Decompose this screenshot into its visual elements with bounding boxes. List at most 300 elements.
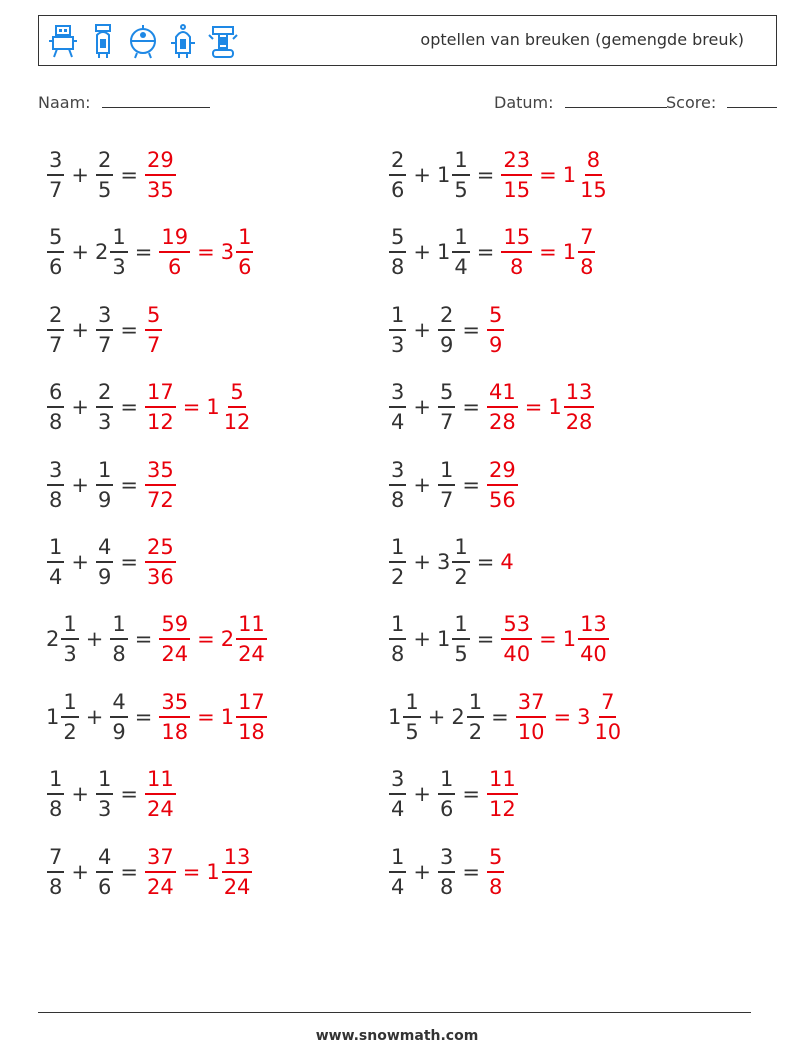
plus-sign: +	[413, 240, 431, 265]
mixed-answer-denominator: 24	[223, 874, 251, 899]
addend-2-denominator: 4	[454, 255, 468, 280]
addend-1-denominator: 8	[391, 255, 405, 280]
addend-2-numerator: 4	[110, 688, 127, 718]
robot-icons	[47, 22, 239, 62]
addend-2-whole: 1	[436, 163, 451, 187]
problem-item	[388, 372, 595, 442]
addend-2-denominator: 3	[97, 410, 112, 435]
answer-fraction	[159, 688, 190, 746]
answer-denominator: 6	[168, 255, 182, 280]
addend-2-numerator: 2	[438, 301, 455, 331]
mixed-answer-denominator: 40	[580, 642, 607, 667]
answer-fraction	[145, 378, 176, 436]
addend-1-numerator: 2	[47, 301, 64, 331]
addend-1-fraction	[389, 533, 406, 591]
plus-sign: +	[71, 240, 89, 265]
addend-2-denominator: 3	[97, 797, 112, 822]
mixed-answer-denominator: 6	[238, 255, 252, 280]
addend-2-numerator: 1	[110, 610, 127, 640]
answer	[158, 223, 254, 281]
answer-whole: 4	[500, 550, 514, 574]
addend-1-numerator: 1	[47, 533, 64, 563]
answer-fraction	[501, 610, 532, 668]
answer	[486, 843, 505, 901]
equals-sign: =	[476, 163, 495, 187]
answer-fraction	[487, 765, 518, 823]
answer-denominator: 36	[146, 565, 174, 589]
addend-2-whole: 3	[436, 550, 451, 574]
addend-1-fraction	[47, 765, 64, 823]
addend-1-numerator: 1	[61, 610, 78, 640]
problem-item	[46, 140, 177, 210]
answer	[158, 688, 267, 746]
answer	[500, 146, 609, 204]
answer-numerator: 15	[501, 223, 532, 253]
answer-numerator: 35	[159, 688, 190, 718]
addend-1-denominator: 3	[391, 332, 405, 357]
equals-sign: =	[476, 550, 495, 574]
answer-denominator: 28	[488, 410, 516, 435]
addend-2-numerator: 1	[438, 765, 455, 795]
addend-1-fraction	[47, 843, 64, 901]
addend-2-denominator: 7	[439, 410, 454, 435]
robot-5-icon	[207, 23, 239, 61]
answer-denominator: 12	[488, 797, 516, 822]
problem-item	[46, 372, 253, 442]
addend-1-fraction	[389, 378, 406, 436]
addend-2-denominator: 5	[454, 642, 468, 667]
equals-sign: =	[120, 550, 138, 574]
addend-1-denominator: 4	[391, 874, 405, 899]
answer-fraction	[487, 301, 504, 359]
answer-fraction	[487, 378, 518, 436]
addend-2-numerator: 1	[452, 533, 469, 563]
addend-2-numerator: 1	[96, 456, 113, 486]
addend-1-numerator: 1	[403, 688, 420, 718]
problem-item	[46, 527, 177, 597]
answer-fraction	[487, 456, 518, 514]
problem-item	[388, 604, 610, 674]
footer-divider	[38, 1012, 751, 1013]
mixed-answer-denominator: 12	[223, 410, 251, 435]
answer	[144, 146, 177, 204]
plus-sign: +	[85, 627, 104, 652]
answer	[144, 301, 163, 359]
answer	[158, 610, 267, 668]
answer-denominator: 56	[488, 487, 516, 512]
plus-sign: +	[413, 163, 431, 187]
equals-sign: =	[462, 317, 480, 342]
answer	[144, 765, 177, 823]
mixed-answer-numerator: 8	[585, 146, 602, 176]
mixed-answer-denominator: 24	[238, 642, 265, 667]
plus-sign: +	[71, 395, 89, 420]
answer-numerator: 53	[501, 610, 532, 640]
answer-denominator: 24	[146, 874, 174, 899]
answer-denominator: 24	[161, 642, 189, 667]
plus-sign: +	[71, 472, 89, 497]
answer	[500, 550, 513, 574]
plus-sign: +	[413, 859, 431, 884]
addend-1-fraction	[389, 843, 406, 901]
plus-sign: +	[71, 163, 89, 187]
answer-numerator: 35	[145, 456, 176, 486]
mixed-answer-whole: 1	[562, 240, 577, 265]
addend-1-numerator: 1	[389, 533, 406, 563]
problem-item	[46, 759, 177, 829]
addend-1-denominator: 4	[49, 565, 63, 589]
mixed-answer-fraction	[236, 223, 253, 281]
answer-denominator: 8	[488, 874, 503, 899]
answer-fraction	[516, 688, 547, 746]
answer-denominator: 18	[161, 719, 189, 744]
name-label: Naam:	[38, 93, 91, 112]
mixed-answer-fraction	[592, 688, 623, 746]
mixed-answer-denominator: 15	[580, 178, 607, 202]
addend-2-fraction	[96, 146, 113, 204]
robot-4-icon	[167, 23, 199, 61]
mixed-answer-numerator: 13	[564, 378, 595, 408]
addend-2-fraction	[110, 223, 127, 281]
mixed-answer-numerator: 11	[236, 610, 267, 640]
addend-2-denominator: 5	[97, 178, 112, 202]
answer-equals-sign: =	[539, 163, 557, 187]
mixed-answer-whole: 1	[562, 627, 577, 652]
addend-1-denominator: 5	[405, 719, 419, 744]
answer-fraction	[487, 843, 504, 901]
date-label: Datum:	[494, 93, 554, 112]
addend-2-whole: 1	[436, 627, 451, 652]
answer-numerator: 11	[145, 765, 176, 795]
addend-1-numerator: 3	[389, 765, 406, 795]
answer-fraction	[145, 301, 162, 359]
answer	[486, 765, 519, 823]
answer-equals-sign: =	[553, 704, 572, 729]
score-label: Score:	[666, 93, 717, 112]
addend-2-numerator: 1	[438, 456, 455, 486]
date-line	[565, 93, 667, 108]
answer-denominator: 72	[146, 487, 174, 512]
addend-1-numerator: 1	[61, 688, 78, 718]
addend-1-numerator: 6	[47, 378, 64, 408]
answer-numerator: 19	[159, 223, 190, 253]
plus-sign: +	[427, 704, 446, 729]
answer-fraction	[145, 146, 176, 204]
mixed-answer-fraction	[236, 688, 267, 746]
addend-2-numerator: 1	[452, 146, 469, 176]
problem-item	[46, 604, 268, 674]
equals-sign: =	[462, 395, 480, 420]
answer	[500, 223, 596, 281]
addend-2-denominator: 2	[454, 565, 468, 589]
answer-denominator: 12	[146, 410, 174, 435]
mixed-answer-whole: 1	[206, 859, 220, 884]
answer	[144, 533, 177, 591]
answer-fraction	[501, 223, 532, 281]
answer-fraction	[159, 223, 190, 281]
answer-fraction	[501, 146, 532, 204]
addend-1-fraction	[47, 456, 64, 514]
addend-1-denominator: 8	[49, 874, 63, 899]
answer-numerator: 37	[516, 688, 547, 718]
addend-2-numerator: 2	[96, 146, 113, 176]
name-field	[38, 93, 210, 112]
answer	[486, 378, 595, 436]
mixed-answer-whole: 2	[220, 627, 235, 652]
robot-1-icon	[47, 23, 79, 61]
addend-2-fraction	[96, 533, 113, 591]
addend-2-numerator: 4	[96, 843, 113, 873]
addend-2-denominator: 6	[439, 797, 454, 822]
addend-1-denominator: 8	[49, 797, 63, 822]
addend-2-fraction	[467, 688, 484, 746]
answer-equals-sign: =	[197, 240, 215, 265]
addend-1-fraction	[47, 146, 64, 204]
problem-item	[388, 759, 519, 829]
addend-2-numerator: 1	[452, 610, 469, 640]
mixed-answer-fraction	[564, 378, 595, 436]
addend-1-fraction	[47, 378, 64, 436]
plus-sign: +	[413, 782, 431, 807]
problem-item	[388, 837, 505, 907]
addend-2-denominator: 9	[97, 487, 112, 512]
answer-denominator: 40	[503, 642, 531, 667]
answer	[486, 456, 519, 514]
addend-1-denominator: 2	[391, 565, 405, 589]
addend-2-fraction	[452, 533, 469, 591]
addend-2-fraction	[438, 843, 455, 901]
addend-2-fraction	[452, 610, 469, 668]
worksheet-title: optellen van breuken (gemengde breuk)	[420, 30, 744, 49]
mixed-answer-whole: 1	[548, 395, 562, 420]
robot-2-icon	[87, 23, 119, 61]
addend-1-fraction	[61, 688, 78, 746]
addend-1-numerator: 3	[389, 456, 406, 486]
addend-1-denominator: 3	[63, 642, 77, 667]
addend-2-numerator: 5	[438, 378, 455, 408]
addend-2-whole: 1	[436, 240, 451, 265]
plus-sign: +	[71, 782, 89, 807]
mixed-answer-denominator: 10	[594, 719, 622, 744]
mixed-answer-whole: 1	[220, 704, 235, 729]
addend-2-fraction	[438, 378, 455, 436]
plus-sign: +	[71, 859, 89, 884]
addend-2-fraction	[96, 301, 113, 359]
addend-2-fraction	[438, 456, 455, 514]
answer	[144, 456, 177, 514]
addend-1-denominator: 4	[391, 410, 405, 435]
addend-1-numerator: 1	[47, 765, 64, 795]
problem-item	[388, 450, 519, 520]
addend-1-denominator: 2	[63, 719, 77, 744]
addend-2-fraction	[96, 456, 113, 514]
addend-1-fraction	[403, 688, 420, 746]
answer-denominator: 10	[517, 719, 545, 744]
answer	[144, 378, 253, 436]
addend-1-numerator: 1	[389, 301, 406, 331]
addend-1-fraction	[389, 223, 406, 281]
mixed-answer-whole: 1	[562, 163, 577, 187]
addend-2-fraction	[452, 223, 469, 281]
addend-1-fraction	[61, 610, 78, 668]
answer-fraction	[145, 843, 176, 901]
answer	[144, 843, 253, 901]
mixed-answer-fraction	[222, 378, 253, 436]
addend-1-whole: 1	[46, 704, 60, 729]
answer-numerator: 5	[487, 301, 504, 331]
addend-1-fraction	[47, 223, 64, 281]
addend-1-denominator: 8	[49, 410, 63, 435]
addend-1-denominator: 7	[49, 178, 63, 202]
answer-numerator: 25	[145, 533, 176, 563]
answer-fraction	[145, 765, 176, 823]
addend-2-numerator: 4	[96, 533, 113, 563]
mixed-answer-whole: 1	[206, 395, 220, 420]
robot-3-icon	[127, 23, 159, 61]
addend-1-numerator: 3	[47, 146, 64, 176]
answer-numerator: 29	[145, 146, 176, 176]
addend-1-numerator: 7	[47, 843, 64, 873]
answer-equals-sign: =	[539, 240, 557, 265]
addend-1-numerator: 5	[389, 223, 406, 253]
equals-sign: =	[120, 859, 138, 884]
addend-1-whole: 1	[388, 704, 402, 729]
answer-numerator: 17	[145, 378, 176, 408]
equals-sign: =	[476, 627, 495, 652]
equals-sign: =	[120, 395, 138, 420]
answer-denominator: 7	[146, 332, 161, 357]
equals-sign: =	[134, 627, 153, 652]
plus-sign: +	[413, 395, 431, 420]
addend-2-fraction	[438, 765, 455, 823]
problem-item	[388, 217, 596, 287]
answer	[486, 301, 505, 359]
answer-equals-sign: =	[197, 627, 215, 652]
addend-2-numerator: 1	[96, 765, 113, 795]
answer-fraction	[145, 456, 176, 514]
problem-item	[46, 217, 254, 287]
equals-sign: =	[476, 240, 495, 265]
equals-sign: =	[491, 704, 509, 729]
answer-numerator: 29	[487, 456, 518, 486]
addend-2-denominator: 2	[468, 719, 483, 744]
addend-2-fraction	[96, 765, 113, 823]
addend-1-denominator: 8	[391, 487, 405, 512]
addend-2-whole: 2	[451, 704, 465, 729]
addend-2-numerator: 1	[110, 223, 127, 253]
addend-1-fraction	[47, 301, 64, 359]
addend-2-denominator: 9	[112, 719, 126, 744]
addend-2-numerator: 2	[96, 378, 113, 408]
answer-equals-sign: =	[182, 395, 201, 420]
score-line	[727, 93, 777, 108]
answer-numerator: 37	[145, 843, 176, 873]
addend-1-fraction	[389, 146, 406, 204]
addend-2-fraction	[452, 146, 469, 204]
answer-denominator: 9	[488, 332, 503, 357]
addend-2-numerator: 3	[438, 843, 455, 873]
answer-numerator: 59	[159, 610, 190, 640]
addend-1-fraction	[47, 533, 64, 591]
addend-1-fraction	[389, 301, 406, 359]
addend-2-whole: 2	[94, 240, 109, 265]
equals-sign: =	[120, 163, 138, 187]
mixed-answer-fraction	[236, 610, 267, 668]
addend-1-fraction	[389, 765, 406, 823]
addend-1-numerator: 3	[47, 456, 64, 486]
problem-item	[46, 837, 253, 907]
addend-1-numerator: 5	[47, 223, 64, 253]
addend-2-numerator: 1	[467, 688, 484, 718]
equals-sign: =	[134, 240, 153, 265]
plus-sign: +	[413, 627, 431, 652]
addend-2-fraction	[438, 301, 455, 359]
mixed-answer-denominator: 8	[580, 255, 594, 280]
addend-1-numerator: 2	[389, 146, 406, 176]
equals-sign: =	[120, 472, 138, 497]
equals-sign: =	[462, 472, 480, 497]
addend-2-denominator: 9	[439, 332, 454, 357]
addend-1-denominator: 8	[391, 642, 405, 667]
score-field	[666, 93, 777, 112]
mixed-answer-numerator: 13	[578, 610, 609, 640]
answer-denominator: 8	[510, 255, 524, 280]
mixed-answer-whole: 3	[220, 240, 235, 265]
addend-1-whole: 2	[46, 627, 60, 652]
addend-2-denominator: 8	[439, 874, 454, 899]
mixed-answer-denominator: 18	[238, 719, 265, 744]
addend-2-fraction	[96, 843, 113, 901]
addend-2-fraction	[96, 378, 113, 436]
date-field	[494, 93, 667, 112]
answer-denominator: 35	[146, 178, 174, 202]
mixed-answer-denominator: 28	[565, 410, 593, 435]
addend-2-denominator: 9	[97, 565, 112, 589]
addend-2-numerator: 1	[452, 223, 469, 253]
addend-2-denominator: 7	[97, 332, 112, 357]
mixed-answer-fraction	[578, 223, 595, 281]
mixed-answer-numerator: 7	[599, 688, 616, 718]
mixed-answer-numerator: 13	[222, 843, 253, 873]
problem-item	[388, 295, 505, 365]
worksheet-header	[38, 15, 777, 66]
answer-equals-sign: =	[182, 859, 201, 884]
mixed-answer-numerator: 7	[578, 223, 595, 253]
addend-2-denominator: 5	[454, 178, 468, 202]
mixed-answer-fraction	[222, 843, 253, 901]
addend-1-numerator: 3	[389, 378, 406, 408]
problem-item	[388, 140, 610, 210]
addend-1-numerator: 1	[389, 843, 406, 873]
footer-url: www.snowmath.com	[315, 1028, 479, 1044]
answer-numerator: 11	[487, 765, 518, 795]
mixed-answer-whole: 3	[577, 704, 591, 729]
addend-2-fraction	[110, 610, 127, 668]
addend-2-denominator: 3	[112, 255, 126, 280]
mixed-answer-numerator: 5	[228, 378, 245, 408]
equals-sign: =	[120, 317, 138, 342]
addend-2-denominator: 6	[97, 874, 112, 899]
addend-1-denominator: 4	[391, 797, 405, 822]
equals-sign: =	[462, 859, 480, 884]
addend-2-numerator: 3	[96, 301, 113, 331]
mixed-answer-numerator: 1	[236, 223, 253, 253]
plus-sign: +	[413, 472, 431, 497]
answer-denominator: 15	[503, 178, 531, 202]
addend-2-fraction	[110, 688, 127, 746]
answer-fraction	[159, 610, 190, 668]
addend-1-denominator: 6	[391, 178, 405, 202]
